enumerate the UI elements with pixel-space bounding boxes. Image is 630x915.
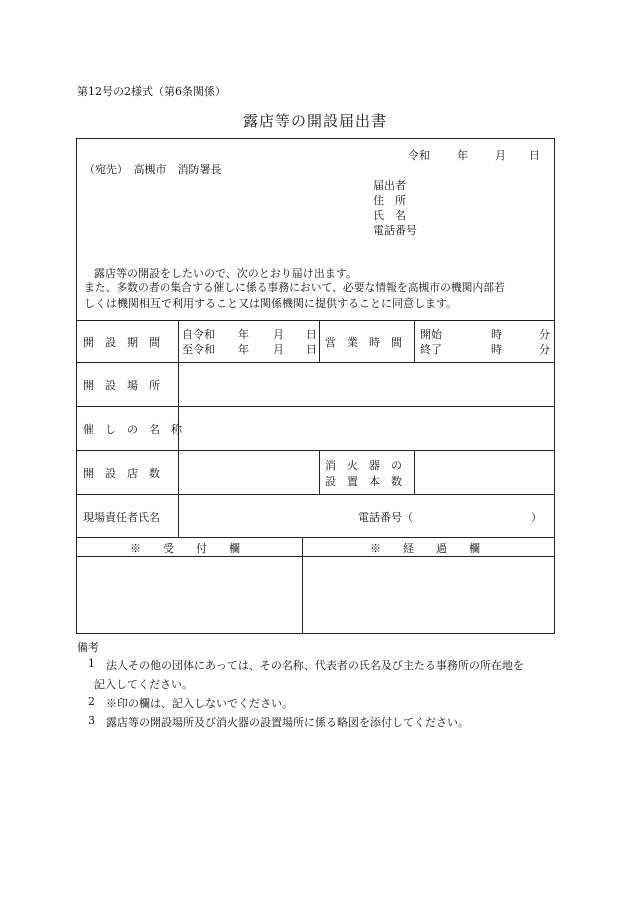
- note-1-continued: 記入してください。: [94, 678, 193, 691]
- period-to-month: 月: [273, 343, 284, 356]
- hours-end-label: 終了: [420, 343, 442, 356]
- document-title: 露店等の開設届出書: [242, 112, 387, 130]
- period-from-prefix: 自令和: [182, 328, 215, 341]
- form-number: 第12号の2様式（第6条関係）: [77, 85, 226, 98]
- manager-phone-label: 電話番号（: [358, 511, 413, 524]
- period-to-prefix: 至令和: [182, 343, 215, 356]
- hours-end-hour: 時: [491, 343, 502, 356]
- note-3-text: 露店等の開設場所及び消火器の設置場所に係る略図を添付してください。: [106, 716, 469, 729]
- date-month: 月: [495, 149, 506, 162]
- statement-line-3: しくは機関相互で利用すること又は関係機関に提供することに同意します。: [84, 297, 458, 310]
- applicant-phone-label: 電話番号: [373, 224, 417, 237]
- notes-heading: 備考: [77, 641, 99, 654]
- period-from-year: 年: [238, 328, 249, 341]
- statement-line-1: 露店等の開設をしたいので、次のとおり届け出ます。: [94, 267, 357, 280]
- date-day: 日: [529, 149, 540, 162]
- stores-count-label: 開 設 店 数: [83, 467, 160, 480]
- period-label: 開 設 期 間: [83, 336, 160, 349]
- manager-phone-close: ）: [531, 511, 542, 524]
- progress-header: ※ 経 過 欄: [370, 542, 480, 555]
- period-from-month: 月: [273, 328, 284, 341]
- period-to-year: 年: [238, 343, 249, 356]
- hours-label: 営 業 時 間: [325, 336, 402, 349]
- note-1-text: 法人その他の団体にあっては、その名称、代表者の氏名及び主たる事務所の所在地を: [106, 659, 524, 672]
- applicant-name-label: 氏 名: [373, 209, 406, 222]
- extinguisher-label-1: 消 火 器 の: [325, 459, 402, 472]
- hours-start-label: 開始: [420, 328, 442, 341]
- period-from-day: 日: [306, 328, 317, 341]
- reception-header: ※ 受 付 欄: [130, 542, 240, 555]
- note-3-number: 3: [88, 714, 95, 727]
- date-year: 年: [457, 149, 468, 162]
- period-to-day: 日: [306, 343, 317, 356]
- applicant-address-label: 住 所: [373, 194, 406, 207]
- hours-start-minute: 分: [539, 328, 550, 341]
- form-table: [76, 138, 555, 634]
- recipient: （宛先） 高槻市 消防署長: [84, 163, 222, 176]
- manager-name-label: 現場責任者氏名: [83, 511, 160, 524]
- location-label: 開 設 場 所: [83, 379, 160, 392]
- statement-line-2: また、多数の者の集合する催しに係る事務において、必要な情報を高槻市の機関内部若: [84, 281, 505, 294]
- applicant-label: 届出者: [373, 179, 406, 192]
- event-name-label: 催 し の 名 称: [83, 423, 182, 436]
- date-era: 令和: [408, 149, 430, 162]
- note-2-text: ※印の欄は、記入しないでください。: [106, 697, 293, 710]
- extinguisher-label-2: 設 置 本 数: [325, 475, 402, 488]
- hours-start-hour: 時: [491, 328, 502, 341]
- note-1-number: 1: [88, 657, 95, 670]
- hours-end-minute: 分: [539, 343, 550, 356]
- note-2-number: 2: [88, 695, 95, 708]
